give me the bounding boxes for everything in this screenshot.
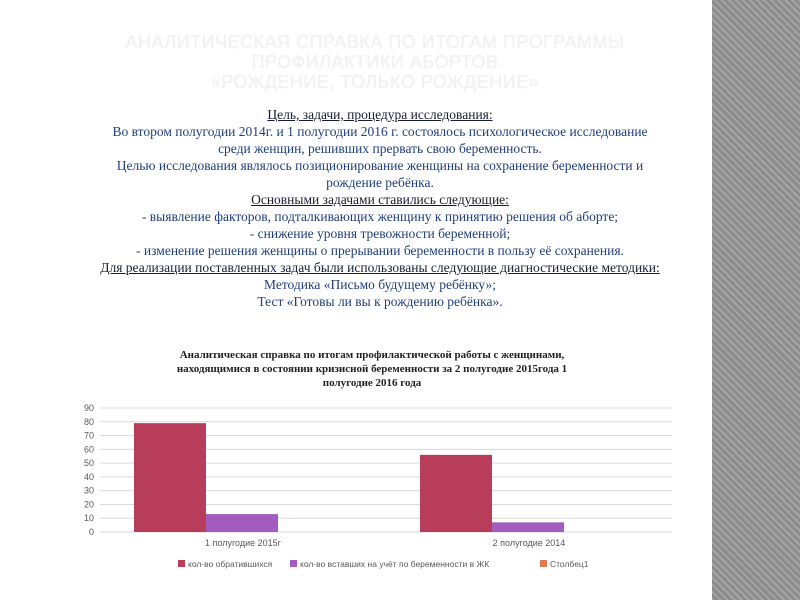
legend-label: Столбец1 (550, 559, 589, 569)
task-item: - изменение решения женщины о прерывании беременности в пользу её сохранения. (136, 243, 624, 258)
section-heading-methods: Для реализации поставленных задач были использованы следующие диагностические методики: (100, 260, 660, 275)
paragraph-line: среди женщин, решивших прервать свою беременность. (218, 141, 542, 156)
slide-title-line: АНАЛИТИЧЕСКАЯ СПРАВКА ПО ИТОГАМ ПРОГРАММЫ (125, 32, 625, 52)
section-heading-tasks: Основными задачами ставились следующие: (251, 192, 509, 207)
y-tick-label: 60 (83, 444, 94, 455)
bar-chart (72, 348, 682, 580)
legend-label: кол-во обратившихся (188, 559, 273, 569)
section-heading-goals: Цель, задачи, процедура исследования: (267, 107, 493, 122)
legend-swatch (540, 560, 547, 567)
legend-label: кол-во вставших на учёт по беременности в ЖК (300, 559, 490, 569)
bar (134, 423, 206, 532)
slide-title-line: «РОЖДЕНИЕ, ТОЛЬКО РОЖДЕНИЕ» (210, 72, 540, 92)
legend-swatch (290, 560, 297, 567)
y-tick-label: 20 (83, 499, 94, 510)
y-tick-label: 0 (88, 527, 94, 537)
x-tick-label: 2 полугодие 2014 (492, 538, 566, 548)
task-item: - снижение уровня тревожности беременной; (249, 226, 511, 241)
y-tick-label: 90 (83, 403, 94, 413)
bar (420, 455, 492, 532)
method-item: Тест «Готовы ли вы к рождению ребёнка». (257, 294, 503, 309)
paragraph-line: Во втором полугодии 2014г. и 1 полугодии 2016 г. состоялось психологическое исследование (112, 124, 648, 139)
chart-title-line: находящимися в состоянии кризисной беременности за 2 полугодие 2015года 1 (176, 363, 568, 375)
y-tick-label: 30 (83, 485, 94, 496)
slide-title (40, 32, 710, 92)
chart-title-line: полугодие 2016 года (322, 377, 422, 389)
research-description (30, 106, 730, 310)
paragraph-line: Целью исследования являлось позиционирование женщины на сохранение беременности и (116, 158, 644, 173)
x-tick-label: 1 полугодие 2015г (205, 538, 281, 548)
legend-swatch (178, 560, 185, 567)
y-tick-label: 10 (83, 513, 94, 524)
bar (206, 514, 278, 532)
y-tick-label: 80 (83, 416, 94, 427)
chart-plot (72, 348, 682, 580)
y-tick-label: 40 (83, 471, 94, 482)
bar (492, 522, 564, 532)
paragraph-line: рождение ребёнка. (326, 175, 434, 190)
y-tick-label: 50 (83, 458, 94, 469)
chart-title-line: Аналитическая справка по итогам профилактической работы с женщинами, (179, 349, 565, 361)
method-item: Методика «Письмо будущему ребёнку»; (264, 277, 496, 292)
slide-title-line: ПРОФИЛАКТИКИ АБОРТОВ (251, 52, 499, 72)
task-item: - выявление факторов, подталкивающих женщину к принятию решения об аборте; (141, 209, 619, 224)
y-tick-label: 70 (83, 430, 94, 441)
